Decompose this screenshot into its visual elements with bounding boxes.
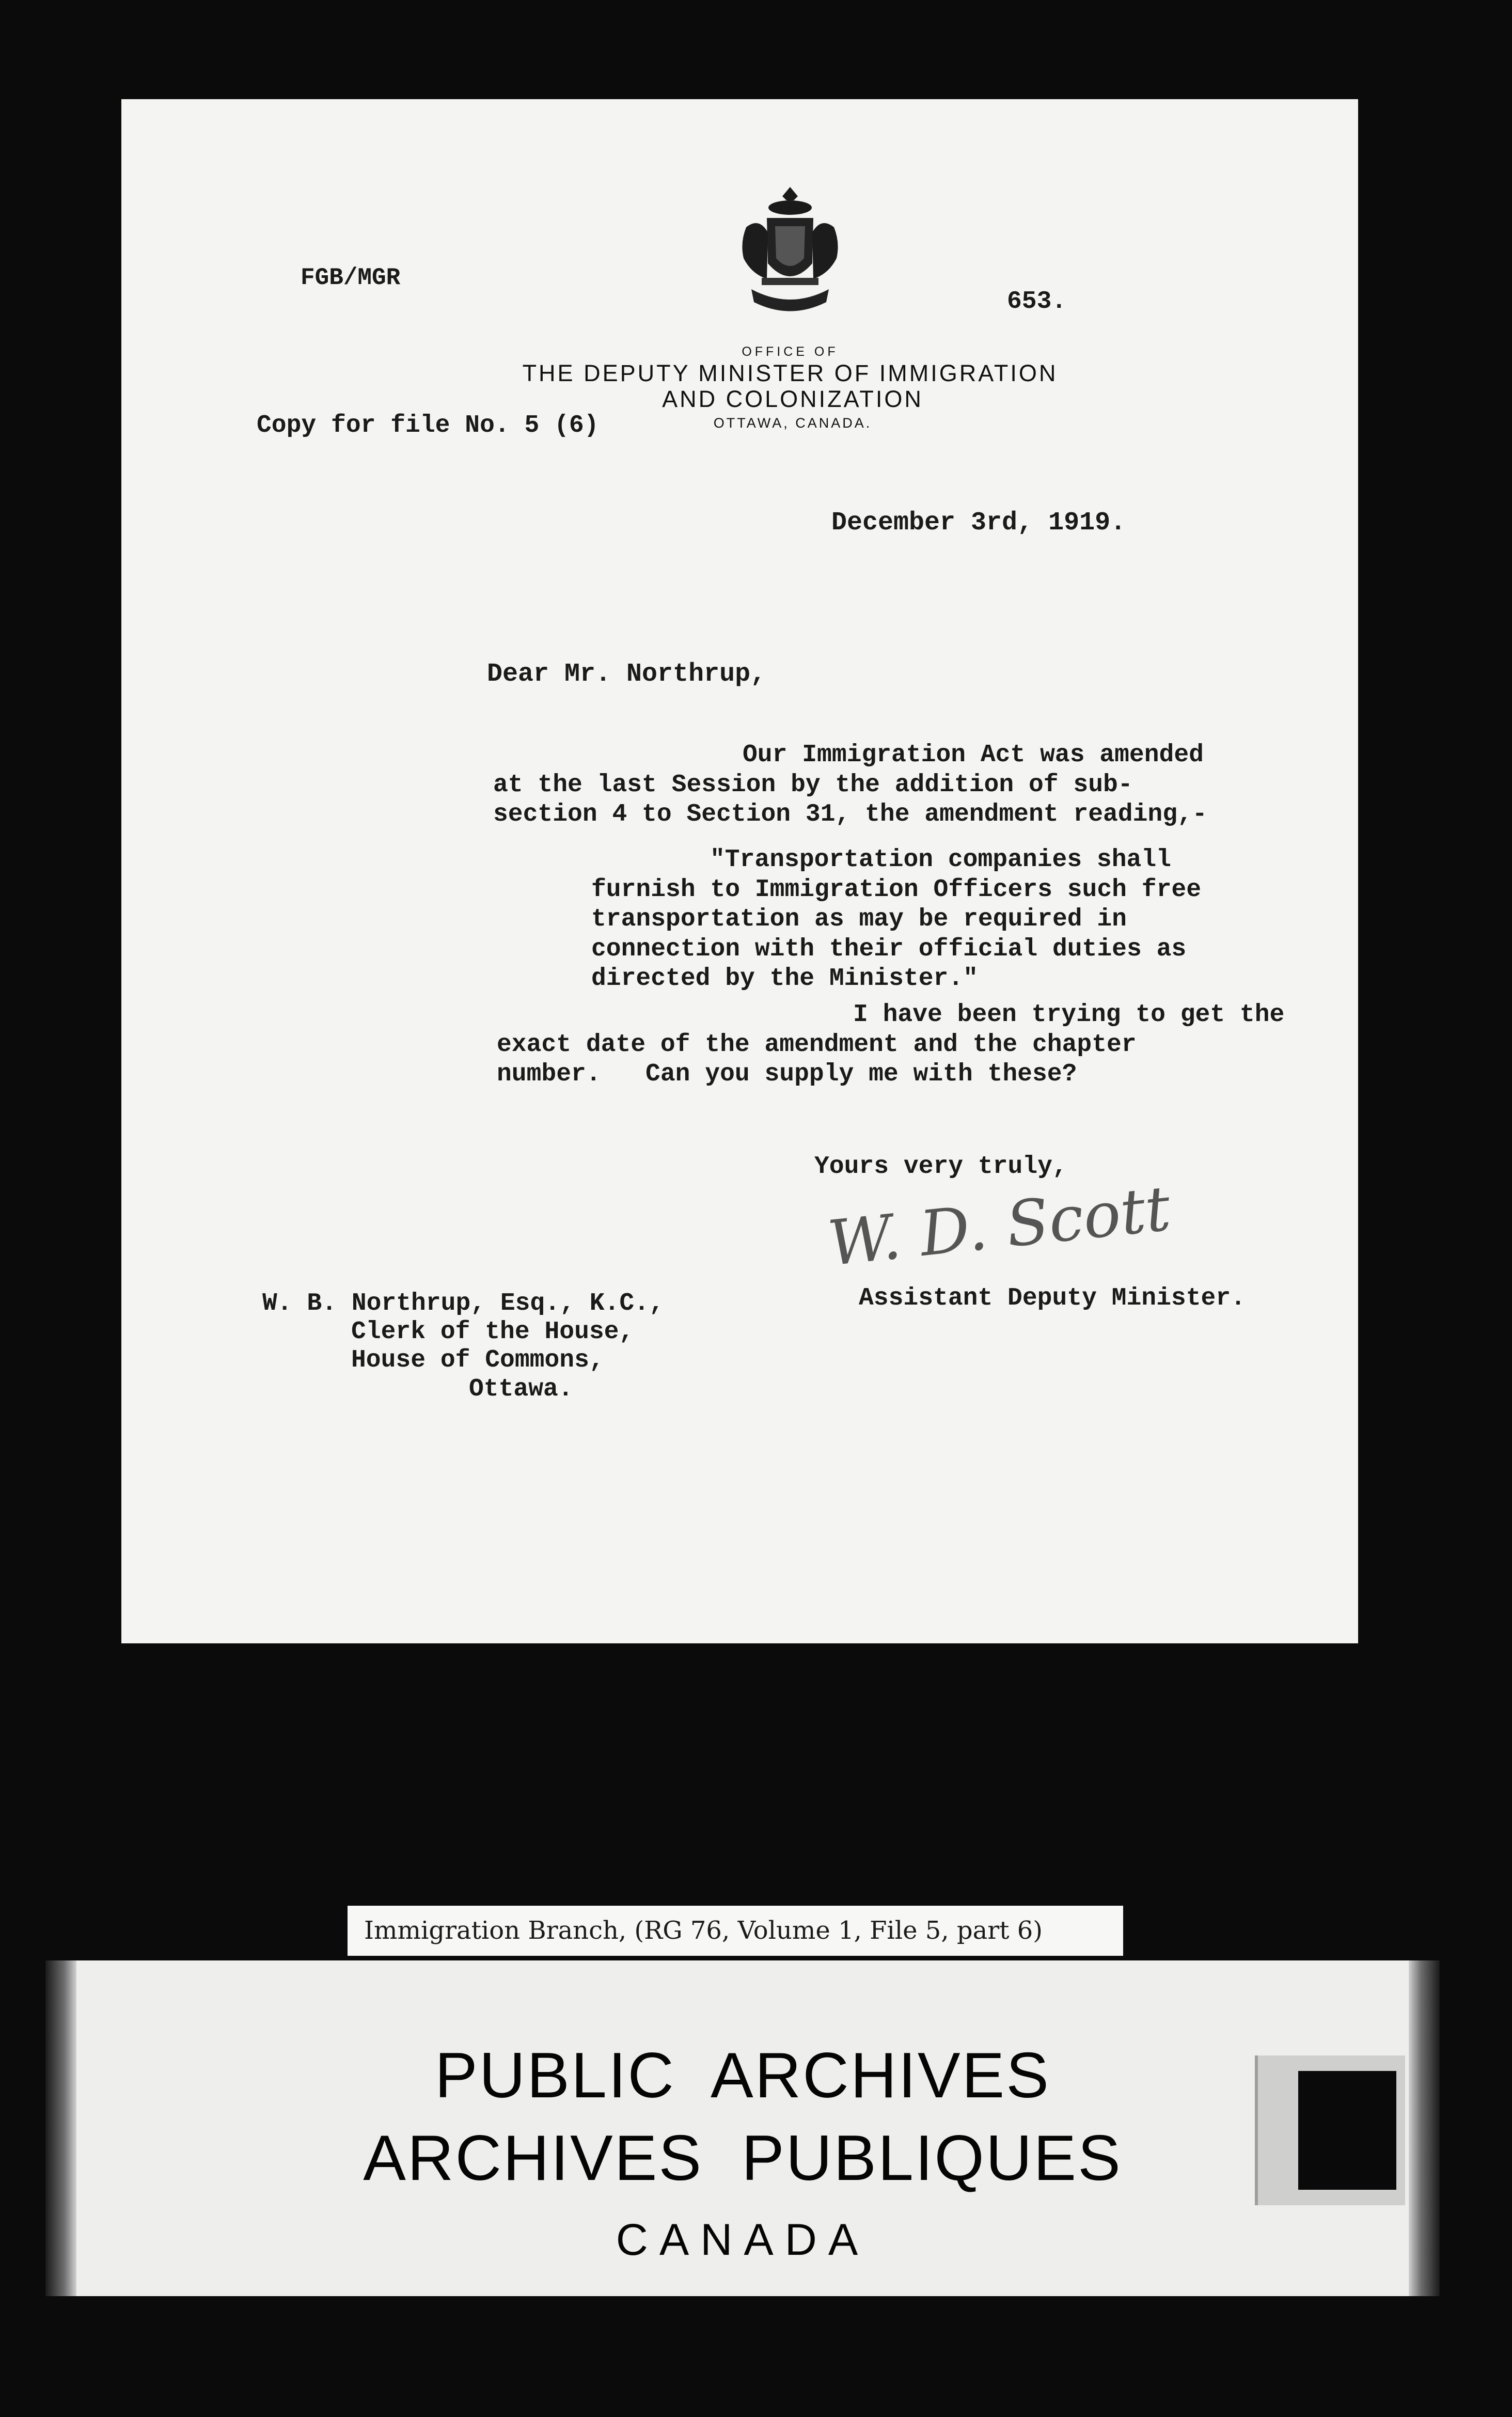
- addressee-line: W. B. Northrup, Esq., K.C.,: [262, 1290, 664, 1317]
- letter-page: [121, 99, 1358, 1643]
- banner-line-french: ARCHIVES PUBLIQUES: [363, 2123, 1122, 2194]
- paragraph-line: at the last Session by the addition of sub-: [493, 771, 1133, 799]
- quote-line: furnish to Immigration Officers such free: [591, 875, 1201, 904]
- quote-line: transportation as may be required in: [591, 905, 1127, 934]
- paragraph-line: I have been trying to get the: [853, 1001, 1285, 1029]
- letterhead-title: THE DEPUTY MINISTER OF IMMIGRATION: [522, 360, 1058, 386]
- handwritten-signature: W. D. Scott: [825, 1172, 1174, 1280]
- film-marker: [1255, 2055, 1405, 2205]
- quoted-amendment: [591, 845, 1201, 994]
- body-paragraph-1: [493, 741, 1207, 830]
- reference-initials: FGB/MGR: [301, 264, 401, 291]
- paragraph-line: Our Immigration Act was amended: [743, 741, 1204, 769]
- body-paragraph-2: [497, 1000, 1284, 1090]
- addressee-line: Clerk of the House,: [351, 1318, 634, 1346]
- banner-line-country: CANADA: [616, 2215, 870, 2265]
- addressee-block: [262, 1290, 664, 1404]
- paragraph-line: section 4 to Section 31, the amendment reading,-: [493, 801, 1207, 829]
- quote-line: connection with their official duties as: [591, 935, 1187, 963]
- addressee-line: House of Commons,: [351, 1346, 604, 1375]
- copy-note: Copy for file No. 5 (6): [257, 412, 599, 440]
- quote-line: "Transportation companies shall: [710, 846, 1171, 874]
- quote-line: directed by the Minister.": [591, 965, 978, 993]
- banner-line-english: PUBLIC ARCHIVES: [435, 2040, 1050, 2111]
- film-marker-square: [1298, 2071, 1396, 2190]
- letterhead-subtitle: AND COLONIZATION: [662, 386, 923, 412]
- paragraph-line: exact date of the amendment and the chapter: [497, 1030, 1137, 1059]
- letterhead-office-of: OFFICE OF: [742, 344, 839, 359]
- archives-banner: [45, 1960, 1440, 2296]
- archive-caption: Immigration Branch, (RG 76, Volume 1, File 5, part 6): [348, 1906, 1123, 1956]
- addressee-line: Ottawa.: [469, 1375, 573, 1403]
- coat-of-arms-icon: [731, 186, 849, 325]
- reference-number: 653.: [1007, 288, 1067, 316]
- signatory-title: Assistant Deputy Minister.: [859, 1284, 1246, 1312]
- letterhead-location: OTTAWA, CANADA.: [713, 415, 872, 431]
- paragraph-line: number. Can you supply me with these?: [497, 1060, 1077, 1089]
- salutation: Dear Mr. Northrup,: [487, 660, 766, 689]
- closing: Yours very truly,: [814, 1153, 1067, 1181]
- letter-date: December 3rd, 1919.: [831, 508, 1126, 538]
